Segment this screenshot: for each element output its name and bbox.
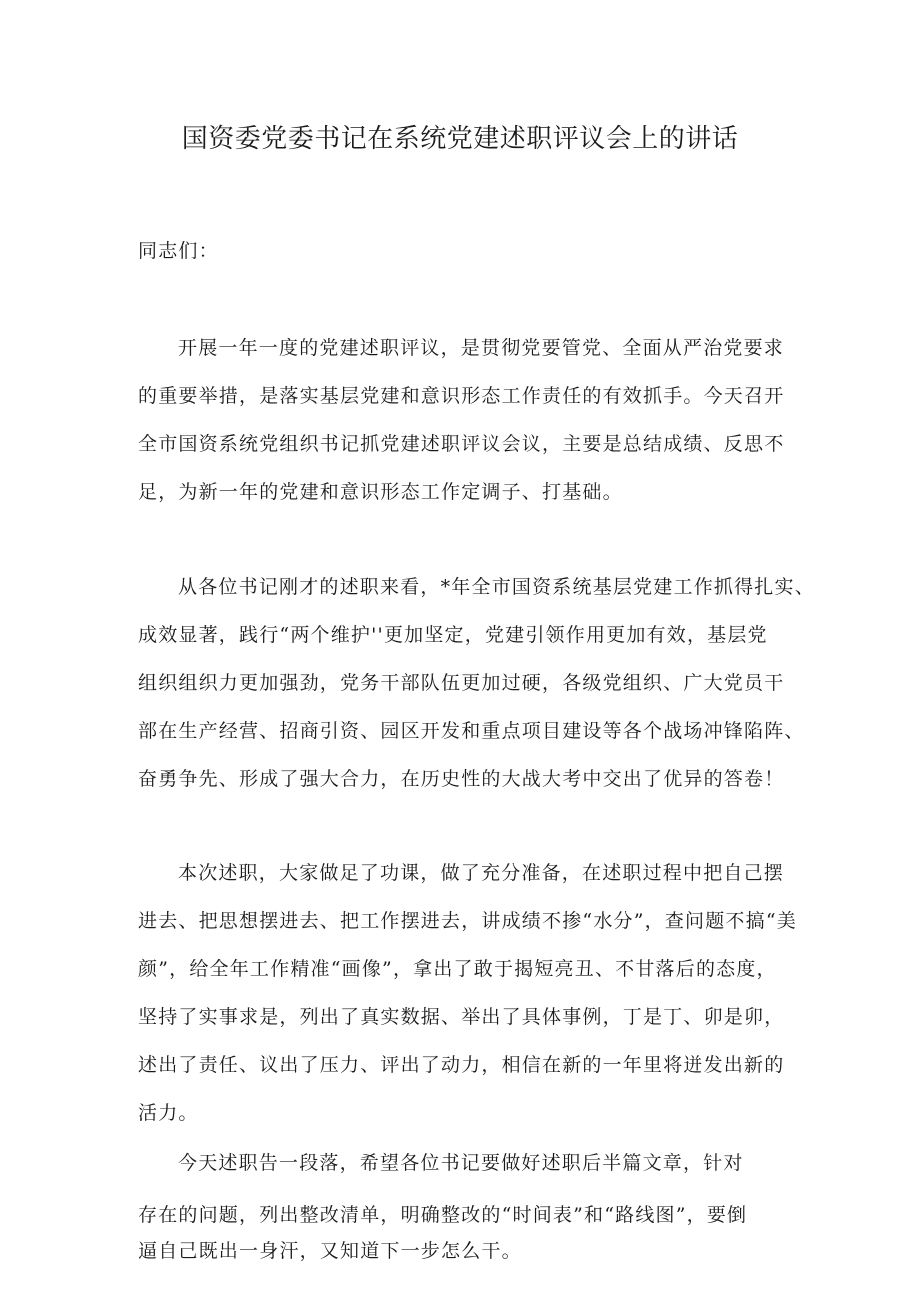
paragraph-2-line-2: 成效显著，践行“两个维护''更加坚定，党建引领作用更加有效，基层党 <box>138 624 768 646</box>
paragraph-3-line-2: 进去、把思想摆进去、把工作摆进去，讲成绩不掺“水分”，查问题不搞“美 <box>138 910 797 932</box>
paragraph-4-line-1: 今天述职告一段落，希望各位书记要做好述职后半篇文章，针对 <box>178 1152 744 1174</box>
paragraph-3-line-5: 述出了责任、议出了压力、评出了动力，相信在新的一年里将迸发出新的 <box>138 1054 785 1076</box>
paragraph-3-line-6: 活力。 <box>138 1102 199 1124</box>
paragraph-1-line-3: 全市国资系统党组织书记抓党建述职评议会议，主要是总结成绩、反思不 <box>138 433 785 455</box>
document-title: 国资委党委书记在系统党建述职评议会上的讲话 <box>181 124 739 154</box>
paragraph-3-line-1: 本次述职，大家做足了功课，做了充分准备，在述职过程中把自己摆 <box>178 862 785 884</box>
paragraph-1-line-1: 开展一年一度的党建述职评议，是贯彻党要管党、全面从严治党要求 <box>178 337 785 359</box>
paragraph-2-line-4: 部在生产经营、招商引资、园区开发和重点项目建设等各个战场冲锋陷阵、 <box>138 720 805 742</box>
paragraph-2-line-5: 奋勇争先、形成了强大合力，在历史性的大战大考中交出了优异的答卷！ <box>138 768 785 790</box>
paragraph-3-line-3: 颜”，给全年工作精准“画像”，拿出了敢于揭短亮丑、不甘落后的态度， <box>138 958 777 980</box>
paragraph-4-line-2: 存在的问题，列出整改清单，明确整改的“时间表”和“路线图”，要倒 <box>138 1204 748 1226</box>
paragraph-1-line-4: 足，为新一年的党建和意识形态工作定调子、打基础。 <box>138 481 623 503</box>
paragraph-2-line-3: 组织组织力更加强劲，党务干部队伍更加过硬，各级党组织、广大党员干 <box>138 672 785 694</box>
salutation: 同志们： <box>138 240 219 262</box>
paragraph-2-line-1: 从各位书记刚才的述职来看，*年全市国资系统基层党建工作抓得扎实、 <box>178 576 815 598</box>
paragraph-4-line-3: 逼自己既出一身汗，又知道下一步怎么干。 <box>138 1240 522 1262</box>
paragraph-1-line-2: 的重要举措，是落实基层党建和意识形态工作责任的有效抓手。今天召开 <box>138 385 785 407</box>
paragraph-3-line-4: 坚持了实事求是，列出了真实数据、举出了具体事例，丁是丁、卯是卯， <box>138 1006 785 1028</box>
